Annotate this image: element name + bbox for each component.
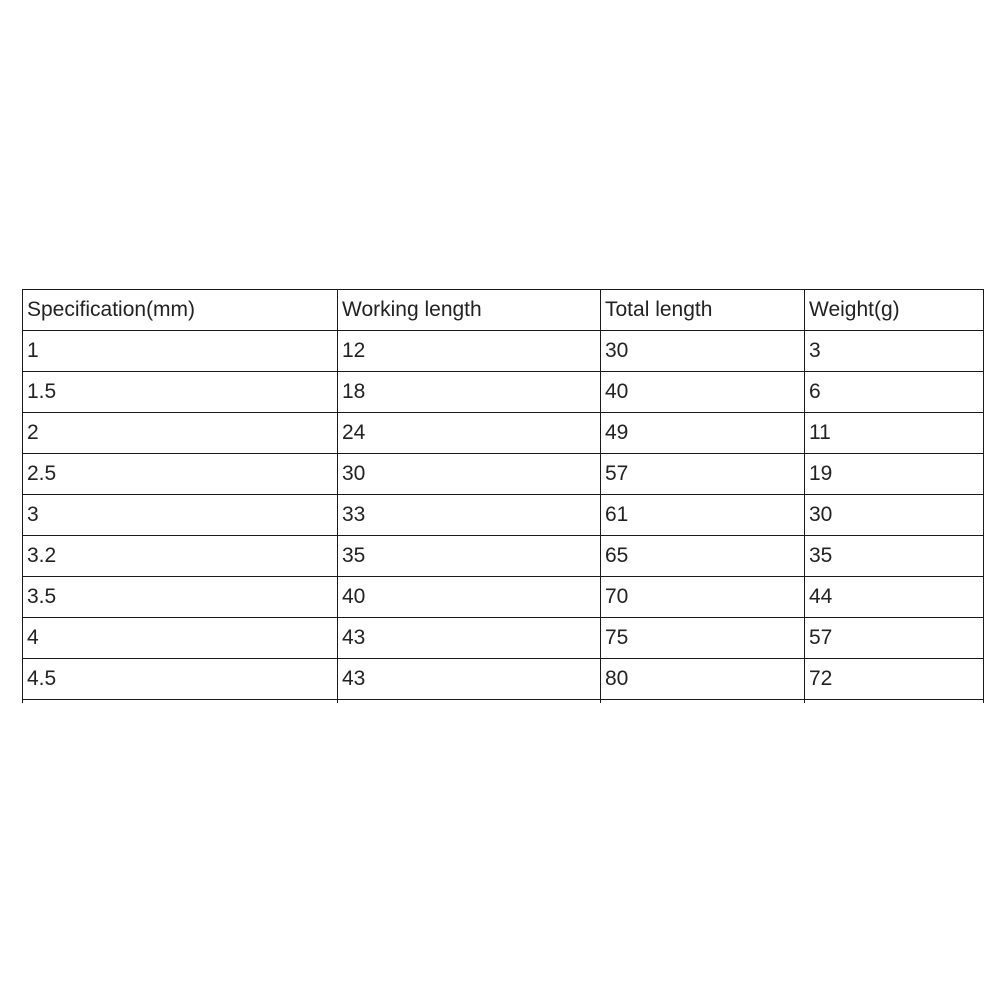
table-cell: 1	[23, 331, 338, 372]
table-cell: 40	[338, 577, 601, 618]
table-cell: 49	[601, 413, 805, 454]
header-cell-weight: Weight(g)	[805, 290, 984, 331]
table-cell: 33	[338, 495, 601, 536]
table-cell: 6	[805, 372, 984, 413]
specification-table	[22, 289, 984, 703]
table-cell: 43	[338, 659, 601, 700]
table-cell: 11	[805, 413, 984, 454]
table-cell: 30	[601, 331, 805, 372]
table-cell: 65	[601, 536, 805, 577]
table-cell: 44	[805, 577, 984, 618]
header-cell-working-length: Working length	[338, 290, 601, 331]
table-cell: 3.2	[23, 536, 338, 577]
table-cell: 35	[805, 536, 984, 577]
table-cell: 2	[23, 413, 338, 454]
table-cut-off-row	[23, 700, 984, 704]
table-row	[23, 618, 984, 659]
table-row	[23, 495, 984, 536]
table-cell: 18	[338, 372, 601, 413]
table-cell: 30	[338, 454, 601, 495]
table-cell: 80	[601, 659, 805, 700]
table-row	[23, 331, 984, 372]
table-cell: 57	[601, 454, 805, 495]
table-cell: 3	[805, 331, 984, 372]
header-cell-total-length: Total length	[601, 290, 805, 331]
table-header-row	[23, 290, 984, 331]
table-row	[23, 413, 984, 454]
table-cell: 30	[805, 495, 984, 536]
table-cell: 72	[805, 659, 984, 700]
table-cell: 4	[23, 618, 338, 659]
table-cell: 12	[338, 331, 601, 372]
table-cell: 19	[805, 454, 984, 495]
table-cell: 2.5	[23, 454, 338, 495]
table-cell: 43	[338, 618, 601, 659]
table-cell: 57	[805, 618, 984, 659]
table-row	[23, 372, 984, 413]
header-cell-specification: Specification(mm)	[23, 290, 338, 331]
table-cell: 1.5	[23, 372, 338, 413]
table-cell-empty	[601, 700, 805, 704]
table-cell: 35	[338, 536, 601, 577]
table-row	[23, 536, 984, 577]
table-cell: 3.5	[23, 577, 338, 618]
table-cell: 40	[601, 372, 805, 413]
table-cell: 61	[601, 495, 805, 536]
table-cell: 75	[601, 618, 805, 659]
table-cell: 4.5	[23, 659, 338, 700]
table-cell: 70	[601, 577, 805, 618]
table-cell: 3	[23, 495, 338, 536]
table-cell: 24	[338, 413, 601, 454]
table-row	[23, 659, 984, 700]
table-cell-empty	[23, 700, 338, 704]
table-row	[23, 454, 984, 495]
table-row	[23, 577, 984, 618]
table-cell-empty	[338, 700, 601, 704]
table-cell-empty	[805, 700, 984, 704]
